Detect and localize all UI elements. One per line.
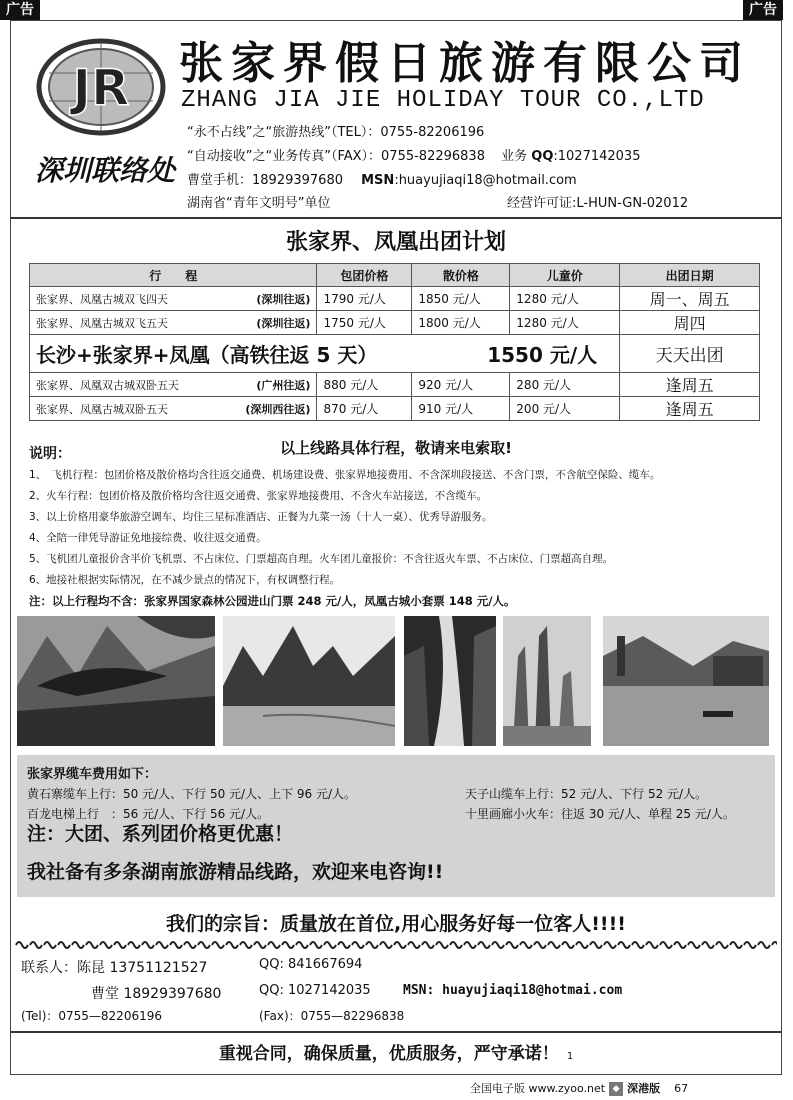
notes-label: 说明：	[29, 446, 71, 462]
logo-text: JR	[72, 59, 130, 117]
page-footer	[470, 1080, 688, 1096]
scenery-photo	[503, 616, 591, 746]
more-routes-note: 我社备有多条湖南旅游精品线路，欢迎来电咨询!!	[27, 861, 444, 883]
col-group-price: 包团价格	[317, 264, 412, 287]
ad-tag-right: 广告	[743, 0, 783, 20]
footer-site: 全国电子版 www.zyoo.net	[470, 1082, 606, 1095]
contact-2: 曹堂 18929397680	[91, 986, 222, 1002]
company-name-cn: 张家界假日旅游有限公司	[179, 38, 751, 89]
list-item: 1、 飞机行程：包团价格及散价格均含往返交通费、机场建设费、张家界地接费用、不含深圳段接送、不含门票，不含航空保险、缆车。	[29, 469, 661, 481]
license-line: 经营许可证:L-HUN-GN-02012	[507, 196, 689, 211]
msn-value: :huayujiaqi18@hotmail.com	[394, 173, 577, 188]
footer-divider	[11, 1031, 781, 1033]
highlight-route: 长沙+张家界+凤凰（高铁往返 5 天）	[36, 343, 378, 367]
company-name-en: ZHANG JIA JIE HOLIDAY TOUR CO.,LTD	[181, 87, 705, 114]
qq-label: 业务	[501, 149, 528, 164]
slogan: 重视合同，确保质量，优质服务，严守承诺！ 1	[218, 1044, 574, 1064]
qq-1: QQ: 841667694	[259, 957, 363, 972]
fax-text: “自动接收”之“业务传真”（FAX）：0755-82296838	[187, 149, 485, 164]
mobile-text: 曹堂手机：18929397680	[187, 173, 343, 188]
scenery-photo	[404, 616, 496, 746]
list-item: 2、火车行程：包团价格及散价格均含往返交通费、张家界地接费用、不含火车站接送，不含缆车。	[29, 490, 488, 502]
honor-line: 湖南省“青年文明号”单位	[187, 196, 331, 211]
col-single-price: 散价格	[412, 264, 510, 287]
table-row: 张家界、凤凰古城双飞五天 (深圳往返) 1750 元/人 1800 元/人 1280 元/人 周四	[30, 311, 760, 335]
msn-key: MSN	[361, 173, 395, 188]
ad-tag-left: 广告	[0, 0, 40, 20]
table-row: 张家界、凤凰古城双飞四天 (深圳往返) 1790 元/人 1850 元/人 1280 元/人 周一、周五	[30, 287, 760, 311]
scenery-photo	[603, 616, 769, 746]
hotline: “永不占线”之“旅游热线”（TEL）：0755-82206196	[187, 125, 485, 140]
footer-edition: 深港版	[627, 1082, 661, 1095]
col-route: 行 程	[30, 264, 317, 287]
list-item: 6、地接社根据实际情况，在不减少景点的情况下，有权调整行程。	[29, 574, 341, 586]
cable-title: 张家界缆车费用如下：	[27, 767, 158, 782]
scenery-photo	[223, 616, 395, 746]
cable-item: 天子山缆车上行：52 元/人、下行 52 元/人。	[465, 787, 708, 801]
highlight-row	[30, 335, 760, 373]
table-row: 张家界、凤凰古城双卧五天 (深圳西往返) 870 元/人 910 元/人 200 元/人 逢周五	[30, 397, 760, 421]
cable-car-panel	[17, 755, 775, 897]
cable-item: 百龙电梯上行 ：56 元/人、下行 56 元/人。	[27, 807, 270, 821]
col-departure: 出团日期	[620, 264, 760, 287]
notes-headline: 以上线路具体行程，敬请来电索取!	[280, 439, 512, 457]
col-child-price: 儿童价	[510, 264, 620, 287]
contact-1: 联系人：陈昆 13751121527	[21, 960, 208, 976]
group-discount-note: 注：大团、系列团价格更优惠！	[27, 823, 294, 845]
company-logo	[35, 37, 167, 137]
msn-contact: MSN: huayujiaqi18@hotmai.com	[403, 983, 623, 998]
logo-mark-icon: ◆	[609, 1082, 623, 1096]
notes-list	[29, 465, 779, 612]
page-mark: 1	[566, 1051, 574, 1062]
photo-strip	[17, 616, 777, 746]
highlight-price: 1550 元/人	[487, 343, 598, 367]
highlight-date: 天天出团	[620, 335, 760, 373]
shenzhen-office: 深圳联络处	[35, 154, 176, 187]
ornament-divider	[15, 939, 777, 951]
qq-key: QQ	[531, 149, 554, 164]
mission-statement: 我们的宗旨：质量放在首位,用心服务好每一位客人!!!!	[166, 913, 626, 935]
list-item: 3、以上价格用豪华旅游空调车、均住三星标准酒店、正餐为九菜一汤（十人一桌）、优秀导游服务。	[29, 511, 493, 523]
plan-title: 张家界、凤凰出团计划	[285, 230, 506, 255]
list-item: 5、飞机团儿童报价含半价飞机票、不占床位、门票超高自理。火车团儿童报价：不含往返火车票、不占床位、门票超高自理。	[29, 553, 614, 565]
tour-table	[29, 263, 760, 421]
table-header-row	[30, 264, 760, 287]
cable-item: 十里画廊小火车：往返 30 元/人、单程 25 元/人。	[465, 807, 735, 821]
tel-contact: (Tel)：0755—82206196	[21, 1009, 162, 1023]
scenery-photo	[17, 616, 215, 746]
header-divider	[11, 217, 781, 219]
mobile-line	[187, 169, 577, 188]
page-number: 67	[674, 1082, 689, 1095]
exclusion-note: 注：以上行程均不含：张家界国家森林公园进山门票 248 元/人，凤凰古城小套票 148 元/人。	[29, 594, 516, 608]
list-item: 4、全陪一律凭导游证免地接综费、收往返交通费。	[29, 532, 267, 544]
advertisement-page	[10, 20, 782, 1075]
cable-item: 黄石寨缆车上行：50 元/人、下行 50 元/人、上下 96 元/人。	[27, 787, 357, 801]
qq-2: QQ: 1027142035	[259, 983, 371, 998]
fax-line	[187, 145, 640, 164]
table-row: 张家界、凤凰双古城双卧五天 (广州往返) 880 元/人 920 元/人 280 元/人 逢周五	[30, 373, 760, 397]
qq-value: :1027142035	[553, 149, 641, 164]
fax-contact: (Fax)：0755—82296838	[259, 1009, 405, 1023]
